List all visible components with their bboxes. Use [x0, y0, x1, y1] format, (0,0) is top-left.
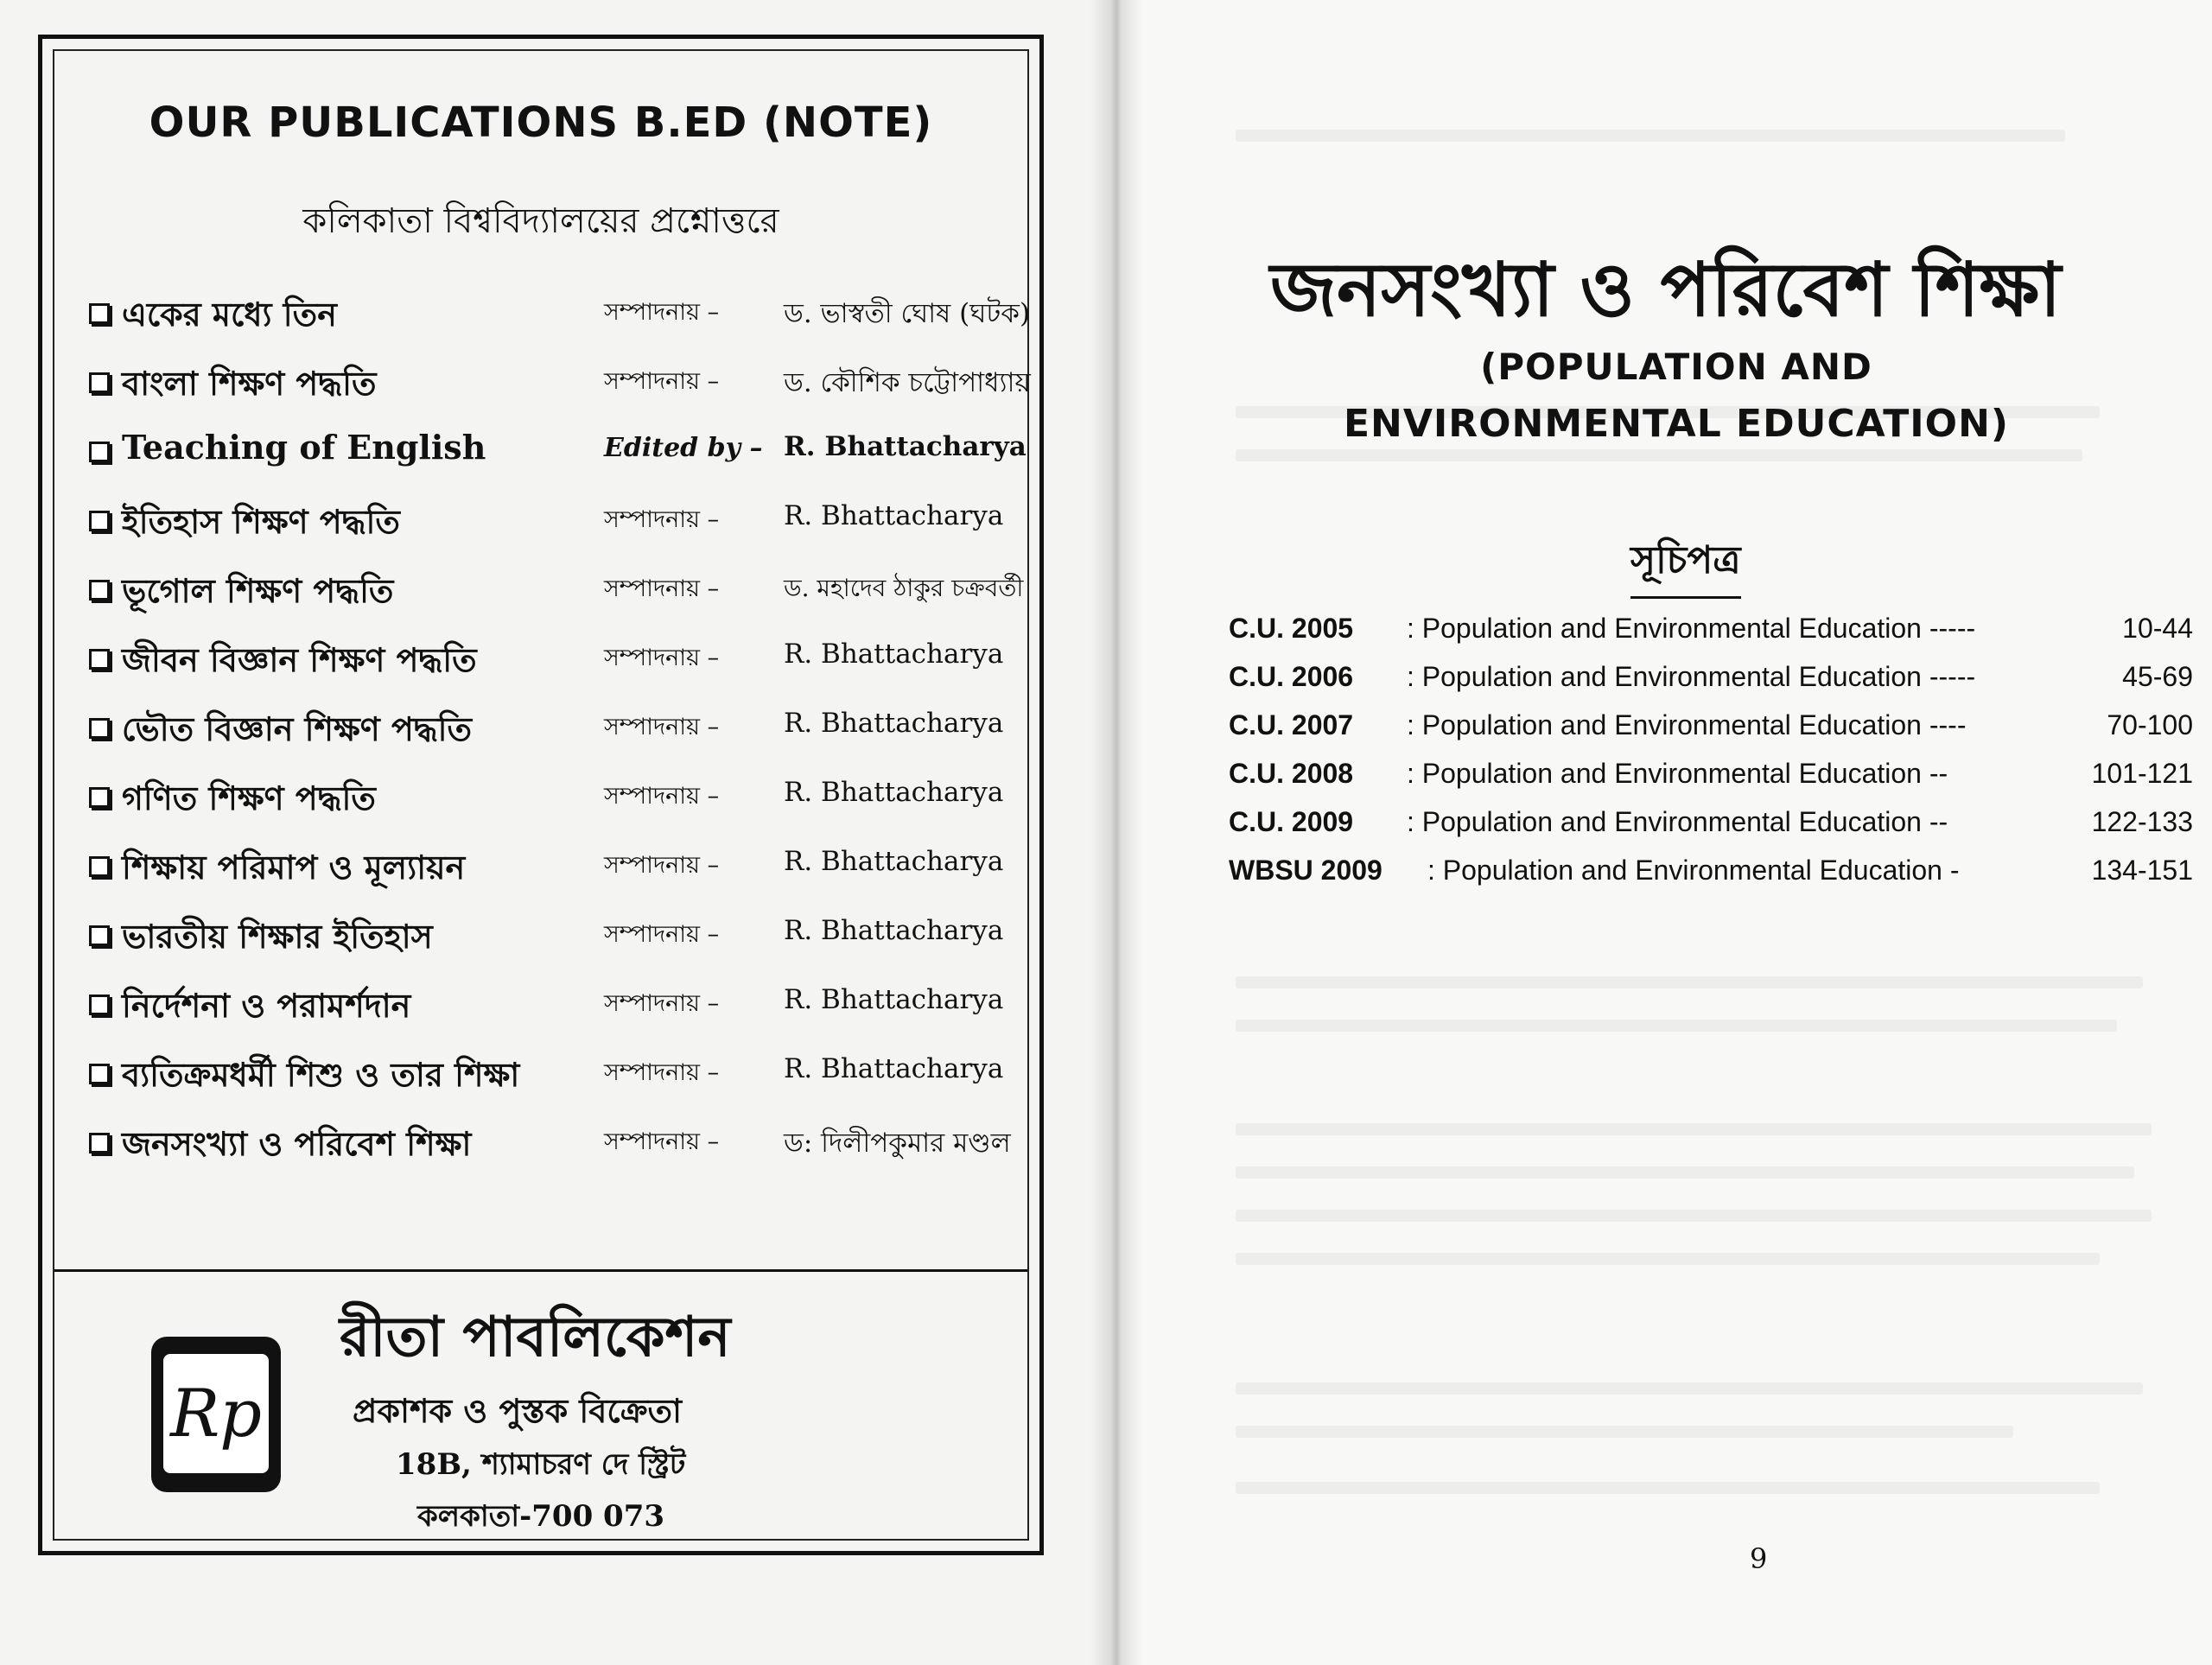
publication-editor: R. Bhattacharya	[784, 1053, 1004, 1084]
publication-title: ভৌত বিজ্ঞান শিক্ষণ পদ্ধতি	[122, 709, 473, 748]
checkbox-bullet-icon	[89, 925, 110, 946]
show-through-line	[1236, 1123, 2152, 1135]
toc-subject: : Population and Environmental Education --	[1407, 806, 1948, 837]
list-item	[89, 906, 1007, 975]
publisher-logo	[151, 1337, 281, 1492]
publication-editor: R. Bhattacharya	[784, 431, 1027, 462]
publication-role: Edited by –	[604, 433, 763, 463]
toc-row	[1229, 706, 2193, 754]
publication-editor: R. Bhattacharya	[784, 915, 1004, 946]
list-item	[89, 353, 1031, 423]
publisher-city: কলকাতা-700 073	[417, 1499, 665, 1534]
toc-subject: : Population and Environmental Education -----	[1407, 661, 1976, 692]
toc-subject: : Population and Environmental Education --	[1407, 758, 1948, 789]
checkbox-bullet-icon	[89, 787, 110, 808]
publication-role: সম্পাদনায় –	[604, 921, 720, 948]
right-page	[1115, 0, 2212, 1665]
show-through-line	[1236, 1020, 2117, 1032]
show-through-line	[1236, 1482, 2100, 1494]
publication-title: ভূগোল শিক্ষণ পদ্ধতি	[122, 571, 394, 610]
publication-editor: R. Bhattacharya	[784, 708, 1004, 739]
publication-editor: R. Bhattacharya	[784, 846, 1004, 877]
publication-editor: ড. মহাদেব ঠাকুর চক্রবর্তী	[784, 574, 1024, 602]
toc-pages: 10-44	[2122, 613, 2193, 644]
checkbox-bullet-icon	[89, 372, 110, 393]
show-through-line	[1236, 1426, 2013, 1438]
checkbox-bullet-icon	[89, 511, 110, 531]
publication-editor: ড. কৌশিক চট্টোপাধ্যায়	[784, 367, 1031, 398]
book-gutter-shadow	[1090, 0, 1142, 1665]
show-through-line	[1236, 1382, 2143, 1395]
publication-role: সম্পাদনায় –	[604, 368, 720, 395]
show-through-line	[1236, 1253, 2100, 1265]
publications-inner-frame	[53, 49, 1029, 1541]
list-item	[89, 837, 1007, 906]
checkbox-bullet-icon	[89, 303, 110, 324]
show-through-line	[1236, 1210, 2152, 1222]
toc-year: C.U. 2006	[1229, 661, 1354, 692]
publication-role: সম্পাদনায় –	[604, 1059, 720, 1086]
list-item	[89, 492, 1007, 561]
publications-subheading: কলিকাতা বিশ্ববিদ্যালয়ের প্রশ্নোত্তরে	[302, 201, 779, 241]
list-item	[89, 1045, 1007, 1114]
toc-row	[1229, 803, 2193, 851]
toc-year: C.U. 2009	[1229, 806, 1354, 837]
list-item	[89, 284, 1031, 353]
publication-editor: ড: দিলীপকুমার মণ্ডল	[784, 1128, 1011, 1159]
publication-title: গণিত শিক্ষণ পদ্ধতি	[122, 778, 376, 817]
checkbox-bullet-icon	[89, 442, 110, 462]
publication-editor: R. Bhattacharya	[784, 777, 1004, 808]
show-through-line	[1236, 976, 2143, 988]
publisher-address: 18B, শ্যামাচরণ দে স্ট্রিট	[396, 1447, 686, 1482]
checkbox-bullet-icon	[89, 1064, 110, 1084]
publication-role: সম্পাদনায় –	[604, 1128, 720, 1155]
publication-title: ইতিহাস শিক্ষণ পদ্ধতি	[122, 502, 400, 541]
publications-frame	[38, 35, 1044, 1555]
publication-role: সম্পাদনায় –	[604, 714, 720, 740]
publication-editor: ড. ভাস্বতী ঘোষ (ঘটক)	[784, 298, 1031, 329]
list-item	[89, 768, 1007, 837]
toc-year: C.U. 2008	[1229, 758, 1354, 789]
publication-title: নির্দেশনা ও পরামর্শদান	[122, 986, 411, 1025]
toc-pages: 70-100	[2107, 709, 2193, 740]
publication-role: সম্পাদনায় –	[604, 506, 720, 533]
book-title-english-line1: (POPULATION AND	[1480, 346, 1872, 388]
toc-row	[1229, 851, 2193, 899]
publisher-role: প্রকাশক ও পুস্তক বিক্রেতা	[353, 1391, 682, 1430]
show-through-line	[1236, 130, 2065, 142]
toc-year: C.U. 2005	[1229, 613, 1354, 644]
publication-role: সম্পাদনায় –	[604, 990, 720, 1017]
toc-year: WBSU 2009	[1229, 855, 1382, 886]
toc-row	[1229, 609, 2193, 658]
publication-title: ব্যতিক্রমধর্মী শিশু ও তার শিক্ষা	[122, 1055, 520, 1094]
list-item	[89, 975, 1007, 1045]
toc-subject: : Population and Environmental Education -	[1427, 855, 1960, 886]
page-number: 9	[1750, 1542, 1768, 1575]
list-item	[89, 699, 1007, 768]
checkbox-bullet-icon	[89, 1133, 110, 1153]
publication-editor: R. Bhattacharya	[784, 639, 1004, 670]
checkbox-bullet-icon	[89, 718, 110, 739]
toc-pages: 45-69	[2122, 661, 2193, 692]
toc-year: C.U. 2007	[1229, 709, 1354, 740]
publication-title: শিক্ষায় পরিমাপ ও মূল্যায়ন	[122, 848, 466, 887]
publisher-name: রীতা পাবলিকেশন	[340, 1305, 731, 1369]
publication-title: বাংলা শিক্ষণ পদ্ধতি	[122, 364, 377, 403]
publication-title: একের মধ্যে তিন	[122, 295, 337, 334]
publications-heading: OUR PUBLICATIONS B.ED (NOTE)	[149, 99, 933, 147]
publication-editor: R. Bhattacharya	[784, 500, 1004, 531]
publication-title: জনসংখ্যা ও পরিবেশ শিক্ষা	[122, 1124, 472, 1163]
table-of-contents	[1229, 609, 2193, 899]
publication-role: সম্পাদনায় –	[604, 575, 720, 602]
publication-editor: R. Bhattacharya	[784, 984, 1004, 1015]
publication-role: সম্পাদনায় –	[604, 783, 720, 810]
contents-heading: সূচিপত্র	[1630, 531, 1741, 599]
publisher-logo-mark: Rp	[163, 1354, 269, 1473]
show-through-line	[1236, 1166, 2134, 1179]
checkbox-bullet-icon	[89, 649, 110, 670]
publisher-divider	[54, 1269, 1027, 1272]
publication-role: সম্পাদনায় –	[604, 645, 720, 671]
toc-subject: : Population and Environmental Education ----	[1407, 709, 1967, 740]
checkbox-bullet-icon	[89, 995, 110, 1015]
checkbox-bullet-icon	[89, 856, 110, 877]
list-item	[89, 423, 1027, 492]
book-title-bengali: জনসংখ্যা ও পরিবেশ শিক্ষা	[1270, 246, 2062, 334]
toc-pages: 134-151	[2091, 855, 2193, 886]
publications-list	[89, 284, 1031, 1183]
toc-pages: 122-133	[2091, 806, 2193, 837]
list-item	[89, 1114, 1011, 1183]
toc-pages: 101-121	[2091, 758, 2193, 789]
show-through-line	[1236, 449, 2082, 461]
publication-title: Teaching of English	[122, 428, 486, 467]
publication-role: সম্পাদনায় –	[604, 852, 720, 879]
list-item	[89, 630, 1007, 699]
toc-row	[1229, 754, 2193, 803]
toc-row	[1229, 658, 2193, 706]
toc-subject: : Population and Environmental Education -----	[1407, 613, 1976, 644]
book-title-english-line2: ENVIRONMENTAL EDUCATION)	[1343, 402, 2010, 446]
publication-role: সম্পাদনায় –	[604, 299, 720, 326]
checkbox-bullet-icon	[89, 580, 110, 601]
list-item	[89, 561, 1024, 630]
publication-title: ভারতীয় শিক্ষার ইতিহাস	[122, 917, 433, 956]
publication-title: জীবন বিজ্ঞান শিক্ষণ পদ্ধতি	[122, 640, 477, 679]
